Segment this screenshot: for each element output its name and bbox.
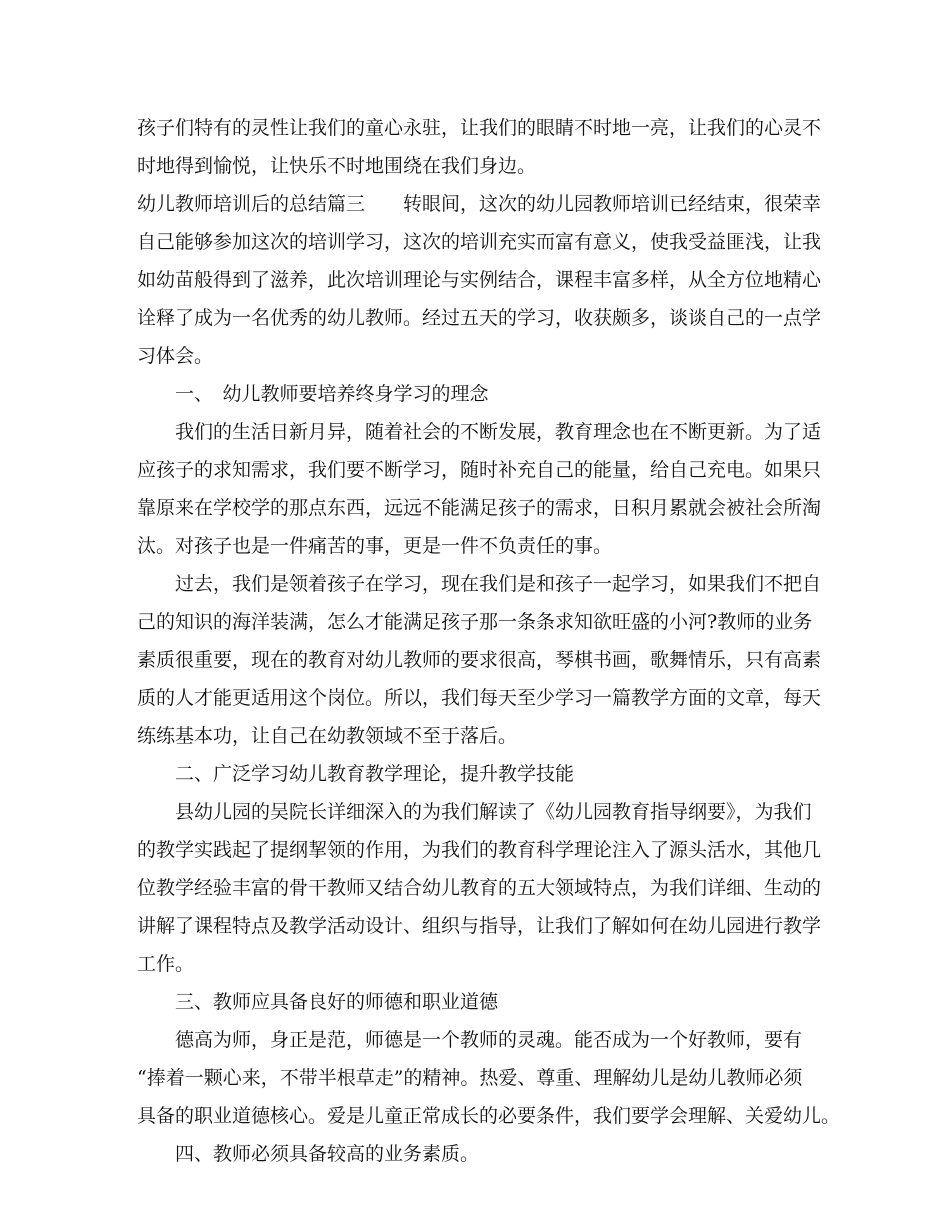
section-title-line: 幼儿教师培训后的总结篇三 转眼间，这次的幼儿园教师培训已经结束，很荣幸 <box>137 193 822 215</box>
text-line: 孩子们特有的灵性让我们的童心永驻，让我们的眼睛不时地一亮，让我们的心灵不 <box>137 117 822 139</box>
text-line: 位教学经验丰富的骨干教师又结合幼儿教育的五大领域特点，为我们详细、生动的 <box>137 877 822 899</box>
text-line: 我们的生活日新月异，随着社会的不断发展，教育理念也在不断更新。为了适 <box>137 421 822 443</box>
text-line: 诠释了成为一名优秀的幼儿教师。经过五天的学习，收获颇多，谈谈自己的一点学 <box>137 307 822 329</box>
text-line: 应孩子的求知需求，我们要不断学习，随时补充自己的能量，给自己充电。如果只 <box>137 459 822 481</box>
text-line: 汰。对孩子也是一件痛苦的事，更是一件不负责任的事。 <box>137 535 613 557</box>
text-line: 县幼儿园的吴院长详细深入的为我们解读了《幼儿园教育指导纲要》，为我们 <box>137 801 812 823</box>
text-line: 己的知识的海洋装满，怎么才能满足孩子那一条条求知欲旺盛的小河?教师的业务 <box>137 611 813 633</box>
text-line: 的教学实践起了提纲挈领的作用，为我们的教育科学理论注入了源头活水，其他几 <box>137 839 822 861</box>
heading-line: 二、广泛学习幼儿教育教学理论，提升教学技能 <box>137 763 575 785</box>
text-line: 靠原来在学校学的那点东西，远远不能满足孩子的需求，日积月累就会被社会所淘 <box>137 497 822 519</box>
text-line: 德高为师，身正是范，师德是一个教师的灵魂。能否成为一个好教师，要有 <box>137 1029 803 1051</box>
text-line: 工作。 <box>137 953 195 975</box>
heading-line: 一、 幼儿教师要培养终身学习的理念 <box>137 383 489 405</box>
text-line: 如幼苗般得到了滋养，此次培训理论与实例结合，课程丰富多样，从全方位地精心 <box>137 269 822 291</box>
text-line: 讲解了课程特点及教学活动设计、组织与指导，让我们了解如何在幼儿园进行教学 <box>137 915 822 937</box>
text-line: 练练基本功，让自己在幼教领域不至于落后。 <box>137 725 518 747</box>
text-line: 时地得到愉悦，让快乐不时地围绕在我们身边。 <box>137 155 537 177</box>
text-line: “捧着一颗心来，不带半根草走”的精神。热爱、尊重、理解幼儿是幼儿教师必须 <box>137 1067 803 1089</box>
text-line: 习体会。 <box>137 345 214 367</box>
heading-line: 三、教师应具备良好的师德和职业道德 <box>137 991 499 1013</box>
text-line: 具备的职业道德核心。爱是儿童正常成长的必要条件，我们要学会理解、关爱幼儿。 <box>137 1105 841 1127</box>
text-line: 自己能够参加这次的培训学习，这次的培训充实而富有意义，使我受益匪浅，让我 <box>137 231 822 253</box>
text-line: 素质很重要，现在的教育对幼儿教师的要求很高，琴棋书画，歌舞情乐，只有高素 <box>137 649 822 671</box>
text-line: 质的人才能更适用这个岗位。所以，我们每天至少学习一篇教学方面的文章，每天 <box>137 687 822 709</box>
heading-line: 四、教师必须具备较高的业务素质。 <box>137 1143 480 1165</box>
text-line: 过去，我们是领着孩子在学习，现在我们是和孩子一起学习，如果我们不把自 <box>137 573 822 595</box>
